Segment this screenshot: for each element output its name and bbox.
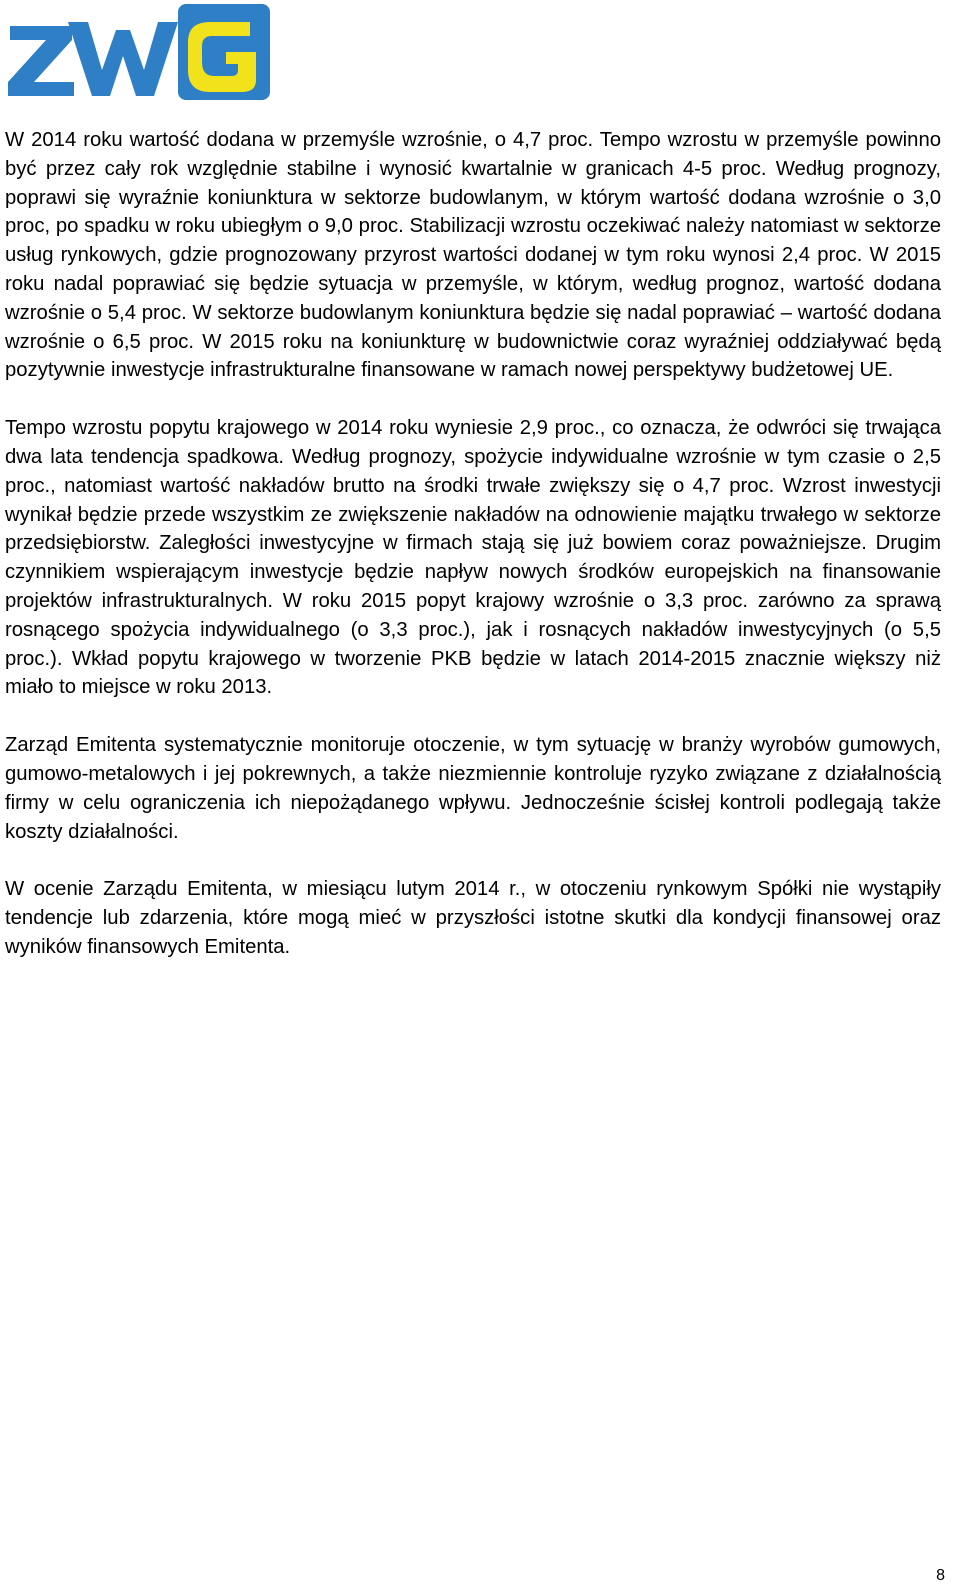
paragraph-management-monitoring: Zarząd Emitenta systematycznie monitoruje otoczenie, w tym sytuację w branży wyrobów gumowych, gumowo-metalowych i jej pokrewnych, a także niezmiennie kontroluje ryzyko związane z działalnością firmy w celu ograniczenia ich niepożądanego wpływu. Jednocześnie ścisłej kontroli podlegają także koszty działalności. (5, 734, 941, 843)
page-number: 8 (936, 1567, 945, 1584)
paragraph-economic-outlook: W 2014 roku wartość dodana w przemyśle wzrośnie, o 4,7 proc. Tempo wzrostu w przemyśle powinno być przez cały rok względnie stabilne i wynosić kwartalnie w granicach 4-5 proc. Według prognozy, poprawi się wyraźnie koniunktura w sektorze budowlanym, w którym wartość dodana wzrośnie o 3,0 proc, po spadku w roku ubiegłym o 9,0 proc. Stabilizacji wzrostu oczekiwać należy natomiast w sektorze usług rynkowych, gdzie prognozowany przyrost wartości dodanej w tym roku wynosi 2,4 proc. W 2015 roku nadal poprawiać się będzie sytuacja w przemyśle, w którym, według prognoz, wartość dodana wzrośnie o 5,4 proc. W sektorze budowlanym koniunktura będzie się nadal poprawiać – wartość dodana wzrośnie o 6,5 proc. W 2015 roku na koniunkturę w budownictwie coraz wyraźniej oddziaływać będą pozytywnie inwestycje infrastrukturalne finansowane w ramach nowej perspektywy budżetowej UE. (5, 129, 941, 382)
company-logo (6, 2, 270, 102)
logo-letter-w (68, 22, 178, 96)
logo-letter-z (8, 26, 74, 96)
paragraph-management-assessment: W ocenie Zarządu Emitenta, w miesiącu lutym 2014 r., w otoczeniu rynkowym Spółki nie wystąpiły tendencje lub zdarzenia, które mogą mieć w przyszłości istotne skutki dla kondycji finansowej oraz wyników finansowych Emitenta. (5, 878, 941, 958)
document-body (5, 126, 941, 962)
paragraph-domestic-demand: Tempo wzrostu popytu krajowego w 2014 roku wyniesie 2,9 proc., co oznacza, że odwróci się trwająca dwa lata tendencja spadkowa. Według prognozy, spożycie indywidualne wzrośnie w tym czasie o 2,5 proc., natomiast wartość nakładów brutto na środki trwałe zwiększy się o 4,7 proc. Wzrost inwestycji wynikał będzie przede wszystkim ze zwiększenie nakładów na odnowienie majątku trwałego w sektorze przedsiębiorstw. Zaległości inwestycyjne w firmach stają się już bowiem coraz poważniejsze. Drugim czynnikiem wspierającym inwestycje będzie napływ nowych środków europejskich na finansowanie projektów infrastrukturalnych. W roku 2015 popyt krajowy wzrośnie o 3,3 proc. zarówno za sprawą rosnącego spożycia indywidualnego (o 3,3 proc.), jak i rosnących nakładów inwestycyjnych (o 5,5 proc.). Wkład popytu krajowego w tworzenie PKB będzie w latach 2014-2015 znacznie większy niż miało to miejsce w roku 2013. (5, 417, 941, 699)
zwg-logo-graphic (6, 2, 270, 102)
